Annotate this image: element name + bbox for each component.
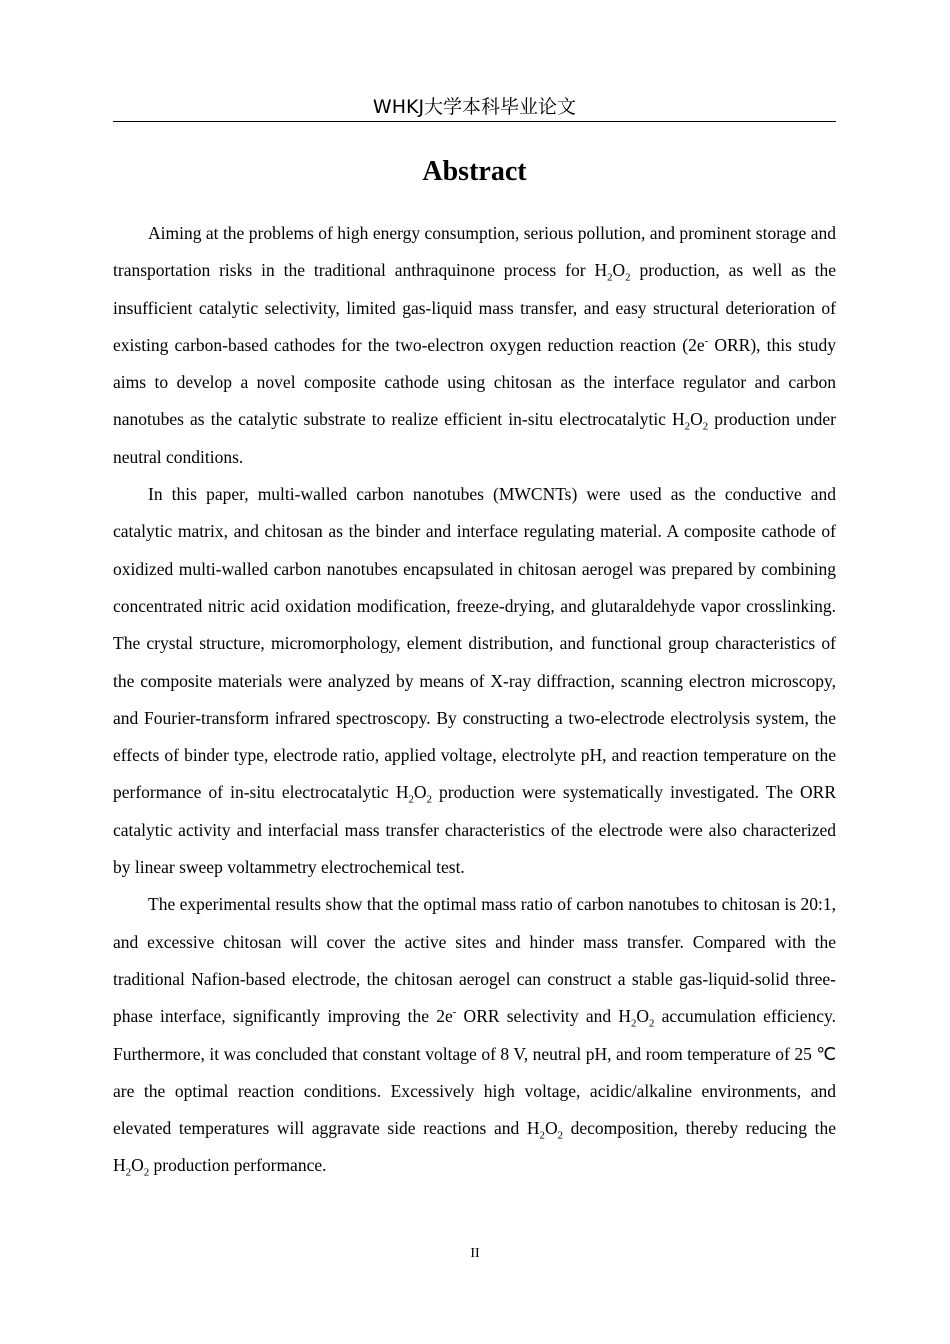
text-run: ORR selectivity and: [456, 1006, 619, 1027]
paragraph-3: [113, 886, 836, 1184]
text-run: accumulation efficiency. Furthermore, it was concluded that constant voltage of 8 V, neutral pH, and room temperature of 25 ℃ are the optimal reaction conditions. Excessively high voltage, acidic/alkaline environments, and elevated temperatures will aggravate side reactions and: [113, 1006, 836, 1139]
h2o2-formula: $H_2O_2$: [618, 1006, 655, 1030]
h2o2-formula: $H_2O_2$: [672, 409, 709, 433]
paragraph-1: [113, 215, 836, 476]
abstract-title: Abstract: [422, 156, 527, 187]
electron-notation: 2e-: [688, 334, 709, 355]
text-run: ORR), this study aims to develop a novel composite cathode using chitosan as the interface regulator and carbon nanotubes as the catalytic substrate to realize efficient in-situ electrocatalytic: [113, 334, 836, 430]
text-run: Aiming at the problems of high energy consumption, serious pollution, and prominent storage and transportation risks in the traditional anthraquinone process for: [113, 223, 836, 281]
text-run: production performance.: [149, 1155, 327, 1176]
electron-notation: 2e-: [436, 1006, 457, 1027]
running-header: WHKJ大学本科毕业论文: [113, 93, 836, 122]
text-run: decomposition, thereby reducing the: [563, 1118, 836, 1139]
text-run: In this paper, multi-walled carbon nanotubes (MWCNTs) were used as the conductive and catalytic matrix, and chitosan as the binder and interface regulating material. A composite cathode of oxidized multi-walled carbon nanotubes encapsulated in chitosan aerogel was prepared by combining concentrated nitric acid oxidation modification, freeze-drying, and glutaraldehyde vapor crosslinking. The crystal structure, micromorphology, element distribution, and functional group characteristics of the composite materials were analyzed by means of X-ray diffraction, scanning electron microscopy, and Fourier-transform infrared spectroscopy. By constructing a two-electrode electrolysis system, the effects of binder type, electrode ratio, applied voltage, electrolyte pH, and reaction temperature on the performance of in-situ electrocatalytic: [113, 484, 836, 803]
text-run: production were systematically investigated. The ORR catalytic activity and interfacial mass transfer characteristics of the electrode were also characterized by linear sweep voltammetry electrochemical test.: [113, 782, 836, 878]
paragraph-2: [113, 476, 836, 886]
abstract-body: [113, 215, 836, 1185]
h2o2-formula: $H_2O_2$: [113, 1155, 150, 1179]
text-run: The experimental results show that the optimal mass ratio of carbon nanotubes to chitosan is 20:1, and excessive chitosan will cover the active sites and hinder mass transfer. Compared with the traditional Nafion-based electrode, the chitosan aerogel can construct a stable gas-liquid-solid three-phase interface, significantly improving the: [113, 894, 836, 1027]
h2o2-formula: $H_2O_2$: [395, 782, 432, 806]
h2o2-formula: $H_2O_2$: [594, 260, 631, 284]
page-number: II: [470, 1246, 480, 1261]
h2o2-formula: $H_2O_2$: [526, 1118, 563, 1142]
text-run: production, as well as the insufficient catalytic selectivity, limited gas-liquid mass transfer, and easy structural deterioration of existing carbon-based cathodes for the two-electron oxygen reduction reaction (: [113, 260, 837, 355]
text-run: production under neutral conditions.: [113, 409, 836, 467]
